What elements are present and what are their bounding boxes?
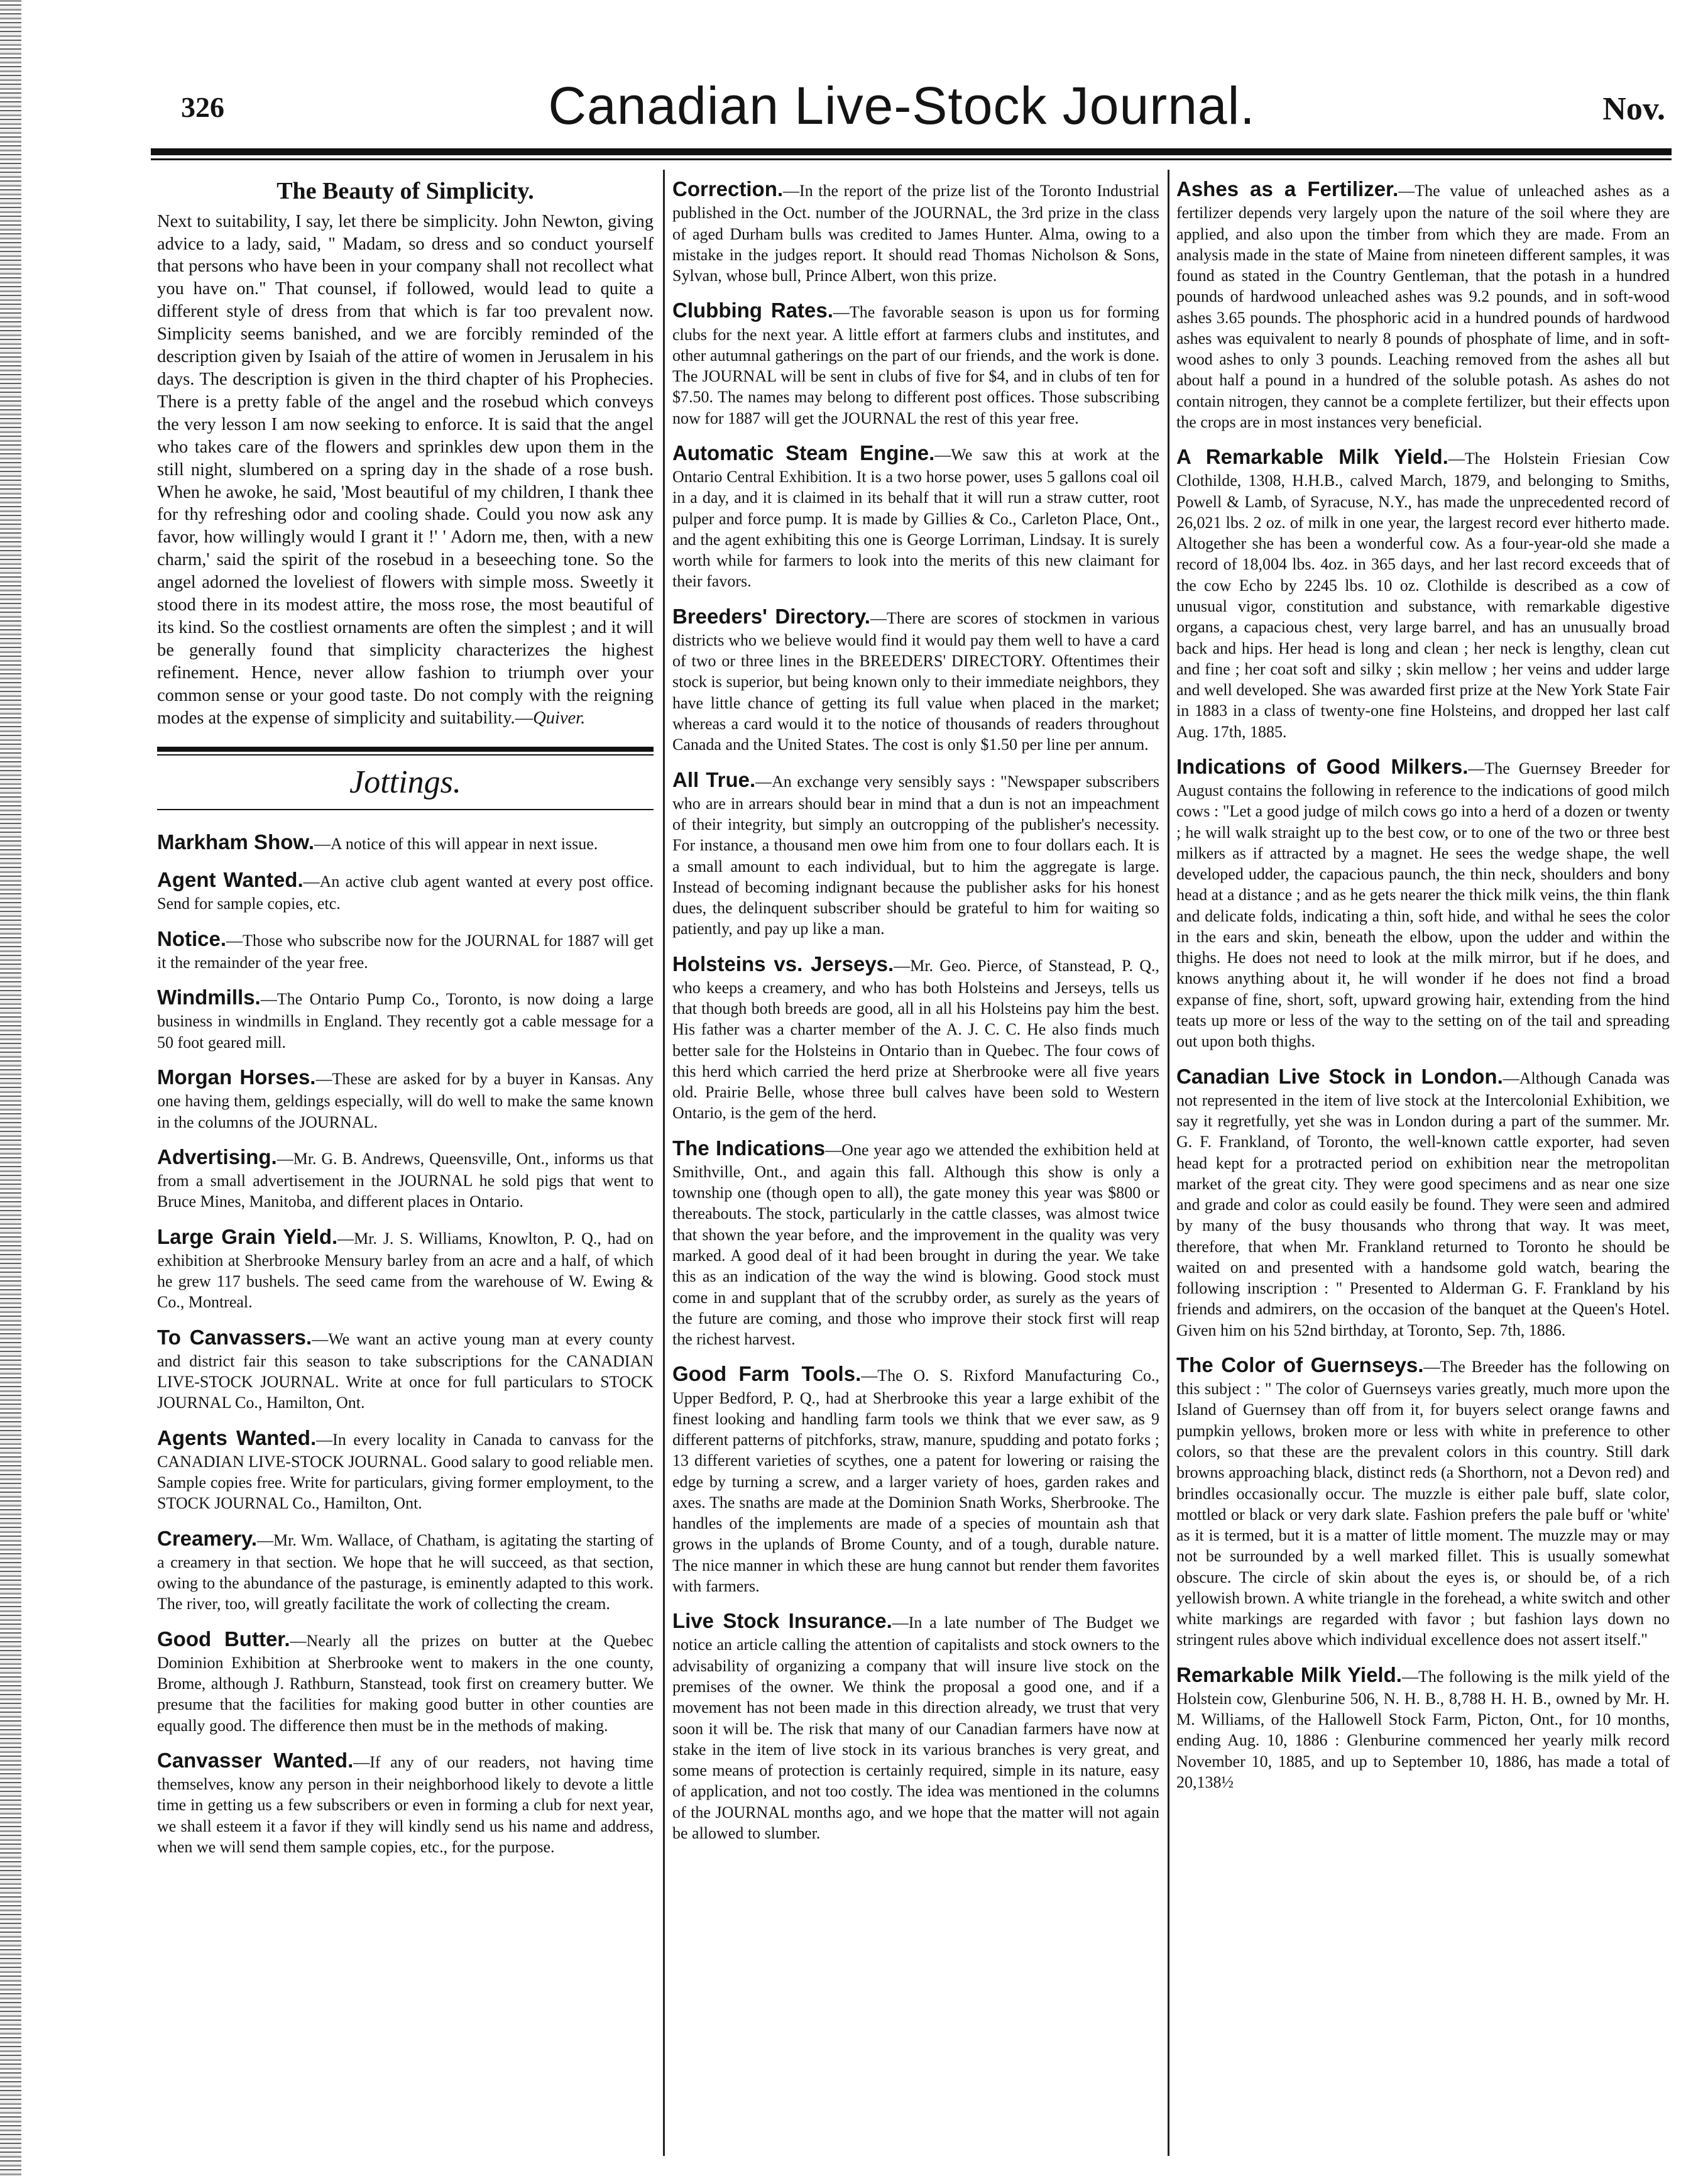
jottings-list	[157, 829, 654, 1857]
article-heading: Agent Wanted.	[157, 868, 304, 892]
article-body: —Those who subscribe now for the JOURNAL for 1887 will get it the remainder of the year free.	[157, 931, 654, 972]
article-heading: Ashes as a Fertilizer.	[1176, 177, 1399, 201]
article-body: —The value of unleached ashes as a fertilizer depends very largely upon the nature of the soil where they are applied, and also upon the timber from which they are made. From an analysis made in the state of Maine from nineteen different samples, it was found as stated in the Country Gentleman, that the potash in a hundred pounds of hardwood unleached ashes was 9.2 pounds, and in soft-wood ashes 3.65 pounds. The phosphoric acid in a hundred pounds of hardwood ashes was equivalent to nearly 8 pounds of phosphate of lime, and in soft-wood ashes to only 3 pounds. Leaching removed from the ashes all but about half a pound in a hundred of the soluble potash. As ashes do not contain nitrogen, they cannot be a complete fertilizer, but their effects upon the crops are in most instances very beneficial.	[1176, 182, 1670, 431]
lead-article-body	[157, 211, 654, 730]
article-heading: Morgan Horses.	[157, 1065, 316, 1089]
article-body: —The O. S. Rixford Manufacturing Co., Upper Bedford, P. Q., had at Sherbrooke this year a large exhibit of the finest looking and handling farm tools we think that we ever saw, as 9 different patterns of pitchforks, straw, manure, spudding and potato forks ; 13 different varieties of scythes, one a patent for lowering or raising the edge by turning a screw, and a larger variety of hoes, garden rakes and axes. The snaths are made at the Dominion Snath Works, Sherbrooke. The handles of the implements are made of a species of mountain ash that grows in the uplands of Brome County, and of a tough, durable nature. The nice manner in which these are hung cannot but render them favorites with farmers.	[672, 1366, 1159, 1595]
article	[157, 1747, 654, 1857]
article-heading: Clubbing Rates.	[672, 299, 833, 322]
article	[157, 1064, 654, 1133]
article	[672, 951, 1159, 1124]
article-body: —One year ago we attended the exhibition held at Smithville, Ont., and again this fall. Although this show is only a township one (though open to all), the gate money this year was $800 or thereabouts. The stock, particularly in the cattle classes, was almost twice that shown the year before, and the improvement in the quality was very marked. A good deal of it had been brought in during the year. We take this as an indication of the way the wind is blowing. Good stock must come in and supplant that of the scrubby order, as surely as the years of the future are coming, and those who improve their stock first will reap the richest harvest.	[672, 1140, 1159, 1349]
article-heading: Canvasser Wanted.	[157, 1748, 354, 1772]
article-heading: Good Farm Tools.	[672, 1362, 862, 1386]
column-1	[157, 176, 654, 2150]
article-body: —The Ontario Pump Co., Toronto, is now doing a large business in windmills in England. They recently got a cable message for a 50 foot geared mill.	[157, 990, 654, 1052]
scanned-page-edge	[0, 0, 21, 2176]
article-heading: Live Stock Insurance.	[672, 1609, 892, 1633]
article	[157, 1425, 654, 1514]
article	[157, 984, 654, 1053]
article	[672, 1135, 1159, 1350]
article-heading: Agents Wanted.	[157, 1426, 317, 1449]
article	[157, 1324, 654, 1414]
article-heading: Notice.	[157, 926, 227, 950]
article	[672, 603, 1159, 756]
article-body: —Mr. Wm. Wallace, of Chatham, is agitating the starting of a creamery in that section. We hope that he will succeed, as that section, owing to the abundance of the pasturage, is eminently adapted to this work. The river, too, will greatly facilitate the work of collecting the cream.	[157, 1530, 654, 1613]
article	[672, 440, 1159, 592]
article-body: —The favorable season is upon us for forming clubs for the next year. A little effort at farmers clubs and institutes, and other autumnal gatherings on the part of our friends, and the work is done. The JOURNAL will be sent in clubs of five for $4, and in clubs of ten for $7.50. The names may belong to different post offices. Those subscribing now for 1887 will get the JOURNAL the rest of this year free.	[672, 303, 1159, 427]
lead-article-title: The Beauty of Simplicity.	[276, 178, 534, 204]
article	[157, 1525, 654, 1615]
article	[157, 1144, 654, 1212]
article-heading: Advertising.	[157, 1145, 277, 1168]
article-body: —The Holstein Friesian Cow Clothilde, 1308, H.H.B., calved March, 1879, and belonging to Smiths, Powell & Lamb, of Syracuse, N.Y., has made the unprecedented record of 26,021 lbs. 2 oz. of milk in one year, the largest record ever hitherto made. Altogether she has been a wonderful cow. As a four-year-old she made a record of 18,004 lbs. 4oz. in 365 days, and her last record exceeds that of the cow Echo by 2245 lbs. 10 oz. Clothilde is described as a cow of unusual vigor, constitution and substance, with remarkable digestive organs, a capacious chest, very large barrel, and has an unusually broad back and hips. Her head is long and clean ; her neck is lengthy, clean cut and fine ; her coat soft and silky ; skin mellow ; her veins and udder large and well developed. She was awarded first prize at the New York State Fair in 1883 in a class of twenty-one fine Holsteins, and dropped her last calf Aug. 17th, 1885.	[1176, 449, 1670, 741]
article-body: —Mr. J. S. Williams, Knowlton, P. Q., had on exhibition at Sherbrooke Mensury barley from an acre and a half, of which he grew 117 bushels. The seed came from the warehouse of W. Ewing & Co., Montreal.	[157, 1229, 654, 1312]
article-body: —In the report of the prize list of the Toronto Industrial published in the Oct. number of the JOURNAL, the 3rd prize in the class of aged Durham bulls was credited to James Hunter. Alma, owing to a mistake in the judges report. It should read Thomas Nicholson & Sons, Sylvan, whose bull, Prince Albert, won this prize.	[672, 182, 1159, 285]
article	[672, 297, 1159, 429]
article-body: —If any of our readers, not having time themselves, know any person in their neighborhood likely to devote a little time in getting us a few subscribers or even in forming a club for next year, we shall esteem it a favor if they will kindly send us his name and address, when we will send them sample copies, etc., for the purpose.	[157, 1752, 654, 1856]
article-heading: Breeders' Directory.	[672, 604, 870, 628]
lead-article-source: Quiver.	[533, 708, 586, 728]
article-heading: Indications of Good Milkers.	[1176, 754, 1469, 778]
article	[1176, 1662, 1670, 1793]
article-heading: All True.	[672, 767, 756, 791]
article	[1176, 754, 1670, 1052]
article-body: —In a late number of The Budget we notice an article calling the attention of capitalists and stock owners to the advisability of organizing a company that will insure live stock on the premises of the owner. We think the proposal a good one, and if a movement has not been made in this direction already, we trust that very soon it will be. The risk that many of our Canadian farmers have now at stake in the item of live stock in its various branches is very great, and some means of protection is certainly required, simple in its nature, easy of application, and not too costly. The idea was mentioned in the columns of the JOURNAL months ago, and we hope that the matter will not again be allowed to slumber.	[672, 1613, 1159, 1842]
column-divider-2	[1168, 170, 1169, 2156]
article-body: —There are scores of stockmen in various districts who we believe would find it would pay them well to have a card of two or three lines in the BREEDERS' DIRECTORY. Oftentimes their stock is superior, but being known only to their immediate neighbors, they have little chance of getting its full value when placed in the market; whereas a card would it to the notice of thousands of readers throughout Canada and the United States. The cost is only $1.50 per line per annum.	[672, 608, 1159, 754]
article-body: —An exchange very sensibly says : "Newspaper subscribers who are in arrears should bear in mind that a dun is not an impeachment of their integrity, but simply an outcropping of the publisher's necessity. For instance, a thousand men owe him from one to four dollars each. It is a small amount to each individual, but to him the aggregate is large. Instead of becoming indignant because the publisher asks for his honest dues, the delinquent subscriber should be grateful to him for waiting so patiently, and pay up like a man.	[672, 772, 1159, 938]
article-body: —An active club agent wanted at every post office. Send for sample copies, etc.	[157, 872, 654, 913]
article-body: —Although Canada was not represented in the item of live stock at the Intercolonial Exhibition, we say it regretfully, yet she was in London during a part of the summer. Mr. G. F. Frankland, of Toronto, the well-known cattle exporter, had seven head kept for a protracted period on exhibition near the metropolitan market of the great city. They were good specimens and as near one size and grade and color as could easily be found. They were seen and admired by many of the busy thousands who throng that way. It was meet, therefore, that when Mr. Frankland returned to Toronto he should be waited on and presented with a handsome gold watch, bearing the following inscription : " Presented to Alderman G. F. Frankland by his friends and admirers, on the occasion of the banquet at the Queen's Hotel. Given him on his 52nd birthday, at Toronto, Sep. 7th, 1886.	[1176, 1069, 1670, 1339]
article-heading: Remarkable Milk Yield.	[1176, 1662, 1402, 1686]
article-body: —Mr. G. B. Andrews, Queensville, Ont., informs us that from a small advertisement in the JOURNAL he sold pigs that went to Bruce Mines, Manitoba, and different places in Ontario.	[157, 1149, 654, 1211]
article	[157, 1626, 654, 1736]
article	[157, 1224, 654, 1313]
column-3-articles	[1176, 176, 1670, 1793]
masthead-rule-thick	[151, 148, 1672, 155]
section-rule-thick	[157, 747, 654, 752]
article-body: —These are asked for by a buyer in Kansas. Any one having them, geldings especially, will do well to make the same known in the columns of the JOURNAL.	[157, 1070, 654, 1131]
section-rule-thin	[157, 754, 654, 756]
lead-article-text: Next to suitability, I say, let there be simplicity. John Newton, giving advice to a lady, said, " Madam, so dress and so conduct yourself that persons who have been in your company shall not recollect what you have on." That counsel, if followed, would lead to quite a different style of dress from that which is far too prevalent now. Simplicity seems banished, and we are forcibly reminded of the description given by Isaiah of the attire of women in Jerusalem in his days. The description is given in the third chapter of his Prophecies. There is a pretty fable of the angel and the rosebud which conveys the very lesson I am now seeking to enforce. It is said that the angel who takes care of the flowers and sprinkles dew upon them in the still night, slumbered on a spring day in the shade of a rose bush. When he awoke, he said, 'Most beautiful of my children, I thank thee for thy refreshing odor and cooling shade. Could you now ask any favor, how willingly would I grant it !' ' Adorn me, then, with a new charm,' said the spirit of the rosebud in a beseeching tone. So the angel adorned the loveliest of flowers with simple moss. Sweetly it stood there in its modest attire, the moss rose, the most beautiful of its kind. So the costliest ornaments are often the simplest ; and it will be generally found that simplicity characterizes the highest refinement. Hence, never allow fashion to triumph over your common sense or your good taste. Do not comply with the reigning modes at the expense of simplicity and suitability.—	[157, 211, 654, 728]
article	[1176, 444, 1670, 742]
article	[1176, 1352, 1670, 1651]
article-body: —A notice of this will appear in next issue.	[314, 835, 598, 854]
article-heading: Large Grain Yield.	[157, 1224, 338, 1248]
article-heading: The Color of Guernseys.	[1176, 1353, 1424, 1376]
article	[1176, 1063, 1670, 1341]
article-heading: The Indications	[672, 1136, 826, 1160]
article-heading: A Remarkable Milk Yield.	[1176, 445, 1448, 469]
journal-title: Canadian Live-Stock Journal.	[548, 76, 1256, 135]
masthead-rule-thin	[151, 158, 1672, 160]
column-2-articles	[672, 176, 1159, 1844]
newspaper-page	[132, 75, 1672, 2156]
article-body: —The Breeder has the following on this subject : " The color of Guernseys varies greatly, much more upon the Island of Guernsey than off from it, for buyers select orange fawns and pumpkin yellows, broken more or less with white in preference to other colors, so that these are the prevalent colors in this country. Still dark browns approaching black, distinct reds (a Shorthorn, not a Devon red) and brindles occasionally occur. The muzzle is either pale buff, slate color, mottled or black or very dark slate. Fashion prefers the pale buff or 'white' as it is termed, but it is a matter of little moment. The muzzle may or may not be surrounded by a well marked fillet. This is usually somewhat obscure. The circle of skin about the eyes is, or should be, of a rich yellowish brown. A white triangle in the forehead, a white switch and other white markings are regarded with favor ; but fashion lays down no stringent rules above which individual excellence does not assert itself."	[1176, 1357, 1670, 1649]
column-2	[672, 176, 1159, 2150]
article	[157, 867, 654, 915]
section-rule-under	[157, 809, 654, 810]
article-body: —The following is the milk yield of the Holstein cow, Glenburine 506, N. H. B., 8,788 H. H. B., owned by Mr. H. M. Williams, of the Hallowell Stock Farm, Picton, Ont., for 10 months, ending Aug. 10, 1886 : Glenburine commenced her yearly milk record November 10, 1885, and up to September 10, 1886, has made a total of 20,138½	[1176, 1667, 1670, 1791]
article	[157, 926, 654, 974]
article	[1176, 176, 1670, 432]
article-body: —We saw this at work at the Ontario Central Exhibition. It is a two horse power, uses 5 gallons coal oil in a day, and it is claimed in its behalf that it will run a straw cutter, root pulper and force pump. It is made by Gillies & Co., Carleton Place, Ont., and the agent exhibiting this one is George Lorriman, Lindsay. It is surely worth while for farmers to look into the merits of this new claimant for their favors.	[672, 445, 1159, 591]
article-body: —Nearly all the prizes on butter at the Quebec Dominion Exhibition at Sherbrooke went to makers in the one county, Brome, although J. Rathburn, Stanstead, took first on creamery butter. We presume that the facilities for making good butter in other counties are equally good. The difference then must be in the methods of making.	[157, 1631, 654, 1735]
article-heading: To Canvassers.	[157, 1325, 312, 1349]
article	[672, 176, 1159, 286]
article-heading: Markham Show.	[157, 830, 314, 854]
masthead	[132, 75, 1672, 145]
issue-month: Nov.	[1602, 91, 1665, 127]
column-divider-1	[663, 170, 665, 2156]
article	[672, 1608, 1159, 1844]
article	[157, 829, 654, 855]
article-heading: Canadian Live Stock in London.	[1176, 1064, 1503, 1088]
article-body: —Mr. Geo. Pierce, of Stanstead, P. Q., who keeps a creamery, and who has both Holsteins and Jerseys, tells us that though both breeds are good, all in all his Holsteins pay him the best. His father was a charter member of the A. J. C. C. He also finds much better sale for the Holsteins in Ontario than in Quebec. The four cows of this herd which carried the herd prize at Sherbrooke were all five years old. Prairie Belle, whose three bull calves have been sold to Western Ontario, is the gem of the herd.	[672, 956, 1159, 1123]
article-heading: Windmills.	[157, 986, 261, 1009]
article	[672, 767, 1159, 940]
article-heading: Good Butter.	[157, 1627, 290, 1651]
article-body: —We want an active young man at every county and district fair this season to take subscriptions for the CANADIAN LIVE-STOCK JOURNAL. Write at once for full particulars to STOCK JOURNAL Co., Hamilton, Ont.	[157, 1329, 654, 1412]
article-heading: Creamery.	[157, 1526, 257, 1550]
column-3	[1176, 176, 1670, 2150]
article	[672, 1361, 1159, 1596]
article-body: —In every locality in Canada to canvass for the CANADIAN LIVE-STOCK JOURNAL. Good salary to good reliable men. Sample copies free. Write for particulars, giving former employment, to the STOCK JOURNAL Co., Hamilton, Ont.	[157, 1430, 654, 1513]
article-heading: Holsteins vs. Jerseys.	[672, 952, 894, 975]
section-title: Jottings.	[349, 764, 461, 801]
article-body: —The Guernsey Breeder for August contains the following in reference to the indications of good milch cows : "Let a good judge of milch cows go into a herd of a dozen or twenty ; he will walk straight up to the best cow, or to one of the two or three best milkers as if attracted by a magnet. He sees the wedge shape, the well developed udder, the capacious paunch, the thin neck, shoulders and bony head at a distance ; and as he gets nearer the thick milk veins, the thin flank and delicate folds, indicating a thin, soft hide, and withal he sees the color in the ears and skin, beneath the elbow, upon the udder and within the thighs. He does not need to look at the milk mirror, but if he does, and knows anything about it, he will wonder if he does not find a broad expanse of fine, short, soft, upward growing hair, extending from the hind teats up more or less of the way to the setting on of the tail and spreading out upon both thighs.	[1176, 759, 1670, 1051]
article-heading: Automatic Steam Engine.	[672, 441, 935, 464]
page-number: 326	[181, 91, 224, 123]
article-heading: Correction.	[672, 177, 784, 201]
